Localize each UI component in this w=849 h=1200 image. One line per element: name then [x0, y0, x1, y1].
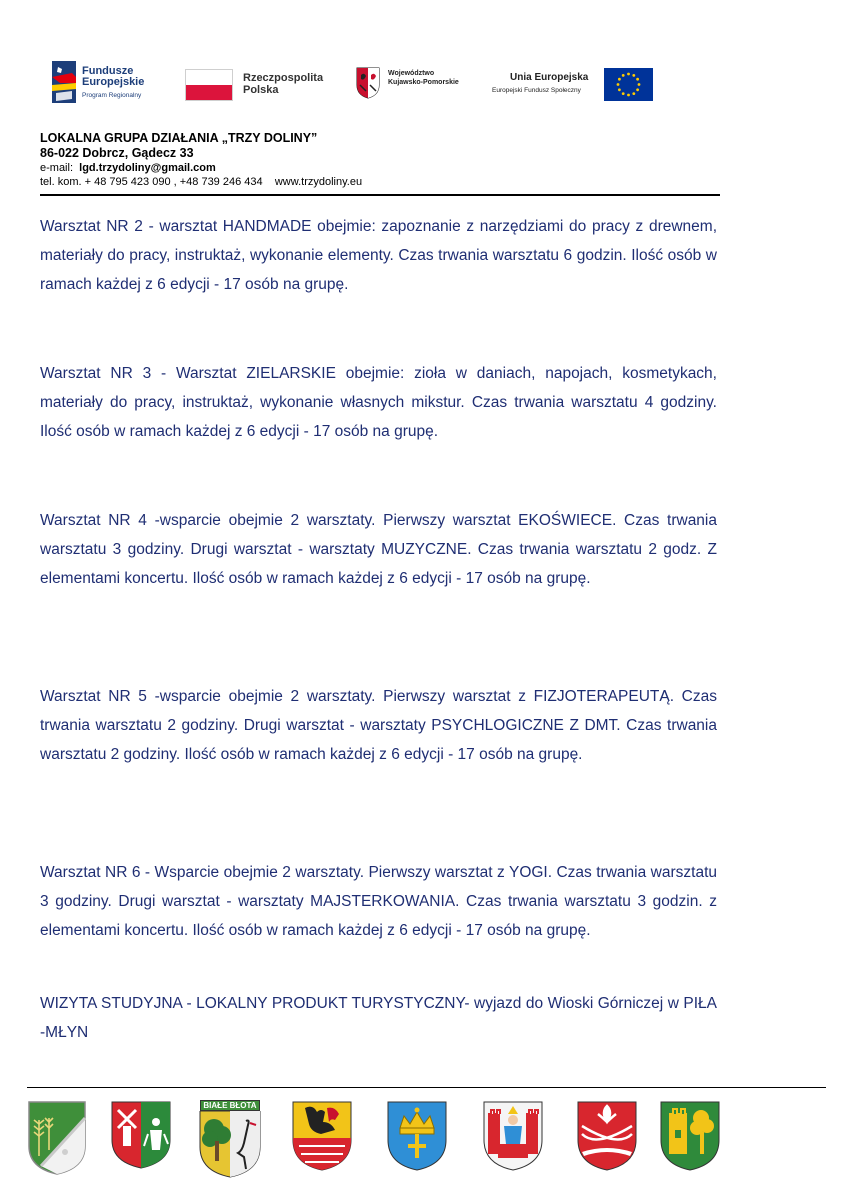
organization-address: 86-022 Dobrcz, Gądecz 33: [40, 146, 194, 160]
email-label: e-mail:: [40, 162, 74, 174]
kujawsko-pomorskie-shield-icon: [356, 67, 380, 99]
windmill-emblem-icon: [110, 1100, 172, 1170]
organization-name: LOKALNA GRUPA DZIAŁANIA „TRZY DOLINY”: [40, 131, 318, 145]
fe-logo-line2: Europejskie: [82, 76, 145, 88]
paragraph-wizyta-studyjna: WIZYTA STUDYJNA - LOKALNY PRODUKT TURYSTYCZNY- wyjazd do Wioski Górniczej w PIŁA -MŁYN: [40, 995, 717, 1041]
header-divider: [40, 194, 720, 196]
website-link[interactable]: www.trzydoliny.eu: [274, 176, 363, 188]
oak-tower-emblem-icon: [659, 1100, 721, 1172]
organization-header: [40, 131, 740, 189]
paragraph-warsztat-6: Warsztat NR 6 - Wsparcie obejmie 2 warsztaty. Pierwszy warsztat z YOGI. Czas trwania warsztatu 3 godziny. Drugi warsztat - warsztaty MAJSTERKOWANIA. Czas trwania warsztatu 3 godzin. z elementami koncertu. Ilość osób w ramach każdej z 6 edycji - 17 osób na grupę.: [40, 864, 717, 939]
footer-divider: [27, 1087, 826, 1088]
eu-flag-icon: [604, 68, 653, 101]
paragraph-warsztat-5: Warsztat NR 5 -wsparcie obejmie 2 warsztaty. Pierwszy warsztat z FIZJOTERAPEUTĄ. Czas trwania warsztatu 2 godziny. Drugi warsztat - warsztaty PSYCHLOGICZNE Z DMT. Czas trwania warsztatu 2 godziny. Ilość osób w ramach każdej z 6 edycji - 17 osób na grupę.: [40, 688, 717, 763]
kp-logo-line1: Województwo: [388, 70, 435, 77]
fe-logo-line3: Program Regionalny: [82, 92, 142, 99]
paragraph-warsztat-2: Warsztat NR 2 - warsztat HANDMADE obejmie: zapoznanie z narzędziami do pracy z drewnem, materiały do pracy, instruktaż, wykonanie elementy. Czas trwania warsztatu 6 godzin. Ilość osób w ramach każdej z 6 edycji - 17 osób na grupę.: [40, 218, 717, 293]
bishop-tower-emblem-icon: [482, 1100, 544, 1172]
header-logos: [0, 0, 849, 120]
fundusze-europejskie-logo-icon: [52, 61, 76, 103]
fe-logo-line1: Fundusze: [82, 65, 134, 77]
paragraph-warsztat-3: Warsztat NR 3 - Warsztat ZIELARSKIE obejmie: zioła w daniach, napojach, kosmetykach, materiały do pracy, instruktaż, wykonanie własnych mikstur. Czas trwania warsztatu 4 godziny. Ilość osób w ramach każdej z 6 edycji - 17 osób na grupę.: [40, 365, 717, 440]
rp-logo-line2: Polska: [243, 84, 279, 96]
footer-emblems: [0, 1100, 849, 1190]
griffin-emblem-icon: [291, 1100, 353, 1172]
green-white-emblem-icon: [27, 1100, 87, 1176]
kp-logo-line2: Kujawsko-Pomorskie: [388, 79, 459, 86]
rp-logo-line1: Rzeczpospolita: [243, 72, 324, 84]
organization-contact-line: [40, 175, 740, 189]
organization-email-line: [40, 161, 740, 175]
paragraph-warsztat-4: Warsztat NR 4 -wsparcie obejmie 2 warsztaty. Pierwszy warsztat EKOŚWIECE. Czas trwania warsztatu 3 godziny. Drugi warsztat - warsztaty MUZYCZNE. Czas trwania warsztatu 2 godz. Z elementami koncertu. Ilość osób w ramach każdej z 6 edycji - 17 osób na grupę.: [40, 512, 717, 587]
polish-flag-icon: [185, 69, 233, 101]
tree-heron-emblem-icon: [198, 1111, 262, 1179]
biale-blota-emblem: [198, 1100, 264, 1180]
biale-blota-caption: BIAŁE BŁOTA: [200, 1100, 260, 1111]
crown-emblem-icon: [386, 1100, 448, 1172]
phone-numbers: tel. kom. + 48 795 423 090 , +48 739 246 434: [40, 176, 263, 188]
email-link[interactable]: lgd.trzydoliny@gmail.com: [79, 162, 216, 174]
eu-logo-line1: Unia Europejska: [510, 72, 589, 83]
swords-emblem-icon: [576, 1100, 638, 1172]
eu-logo-line2: Europejski Fundusz Społeczny: [492, 87, 581, 94]
